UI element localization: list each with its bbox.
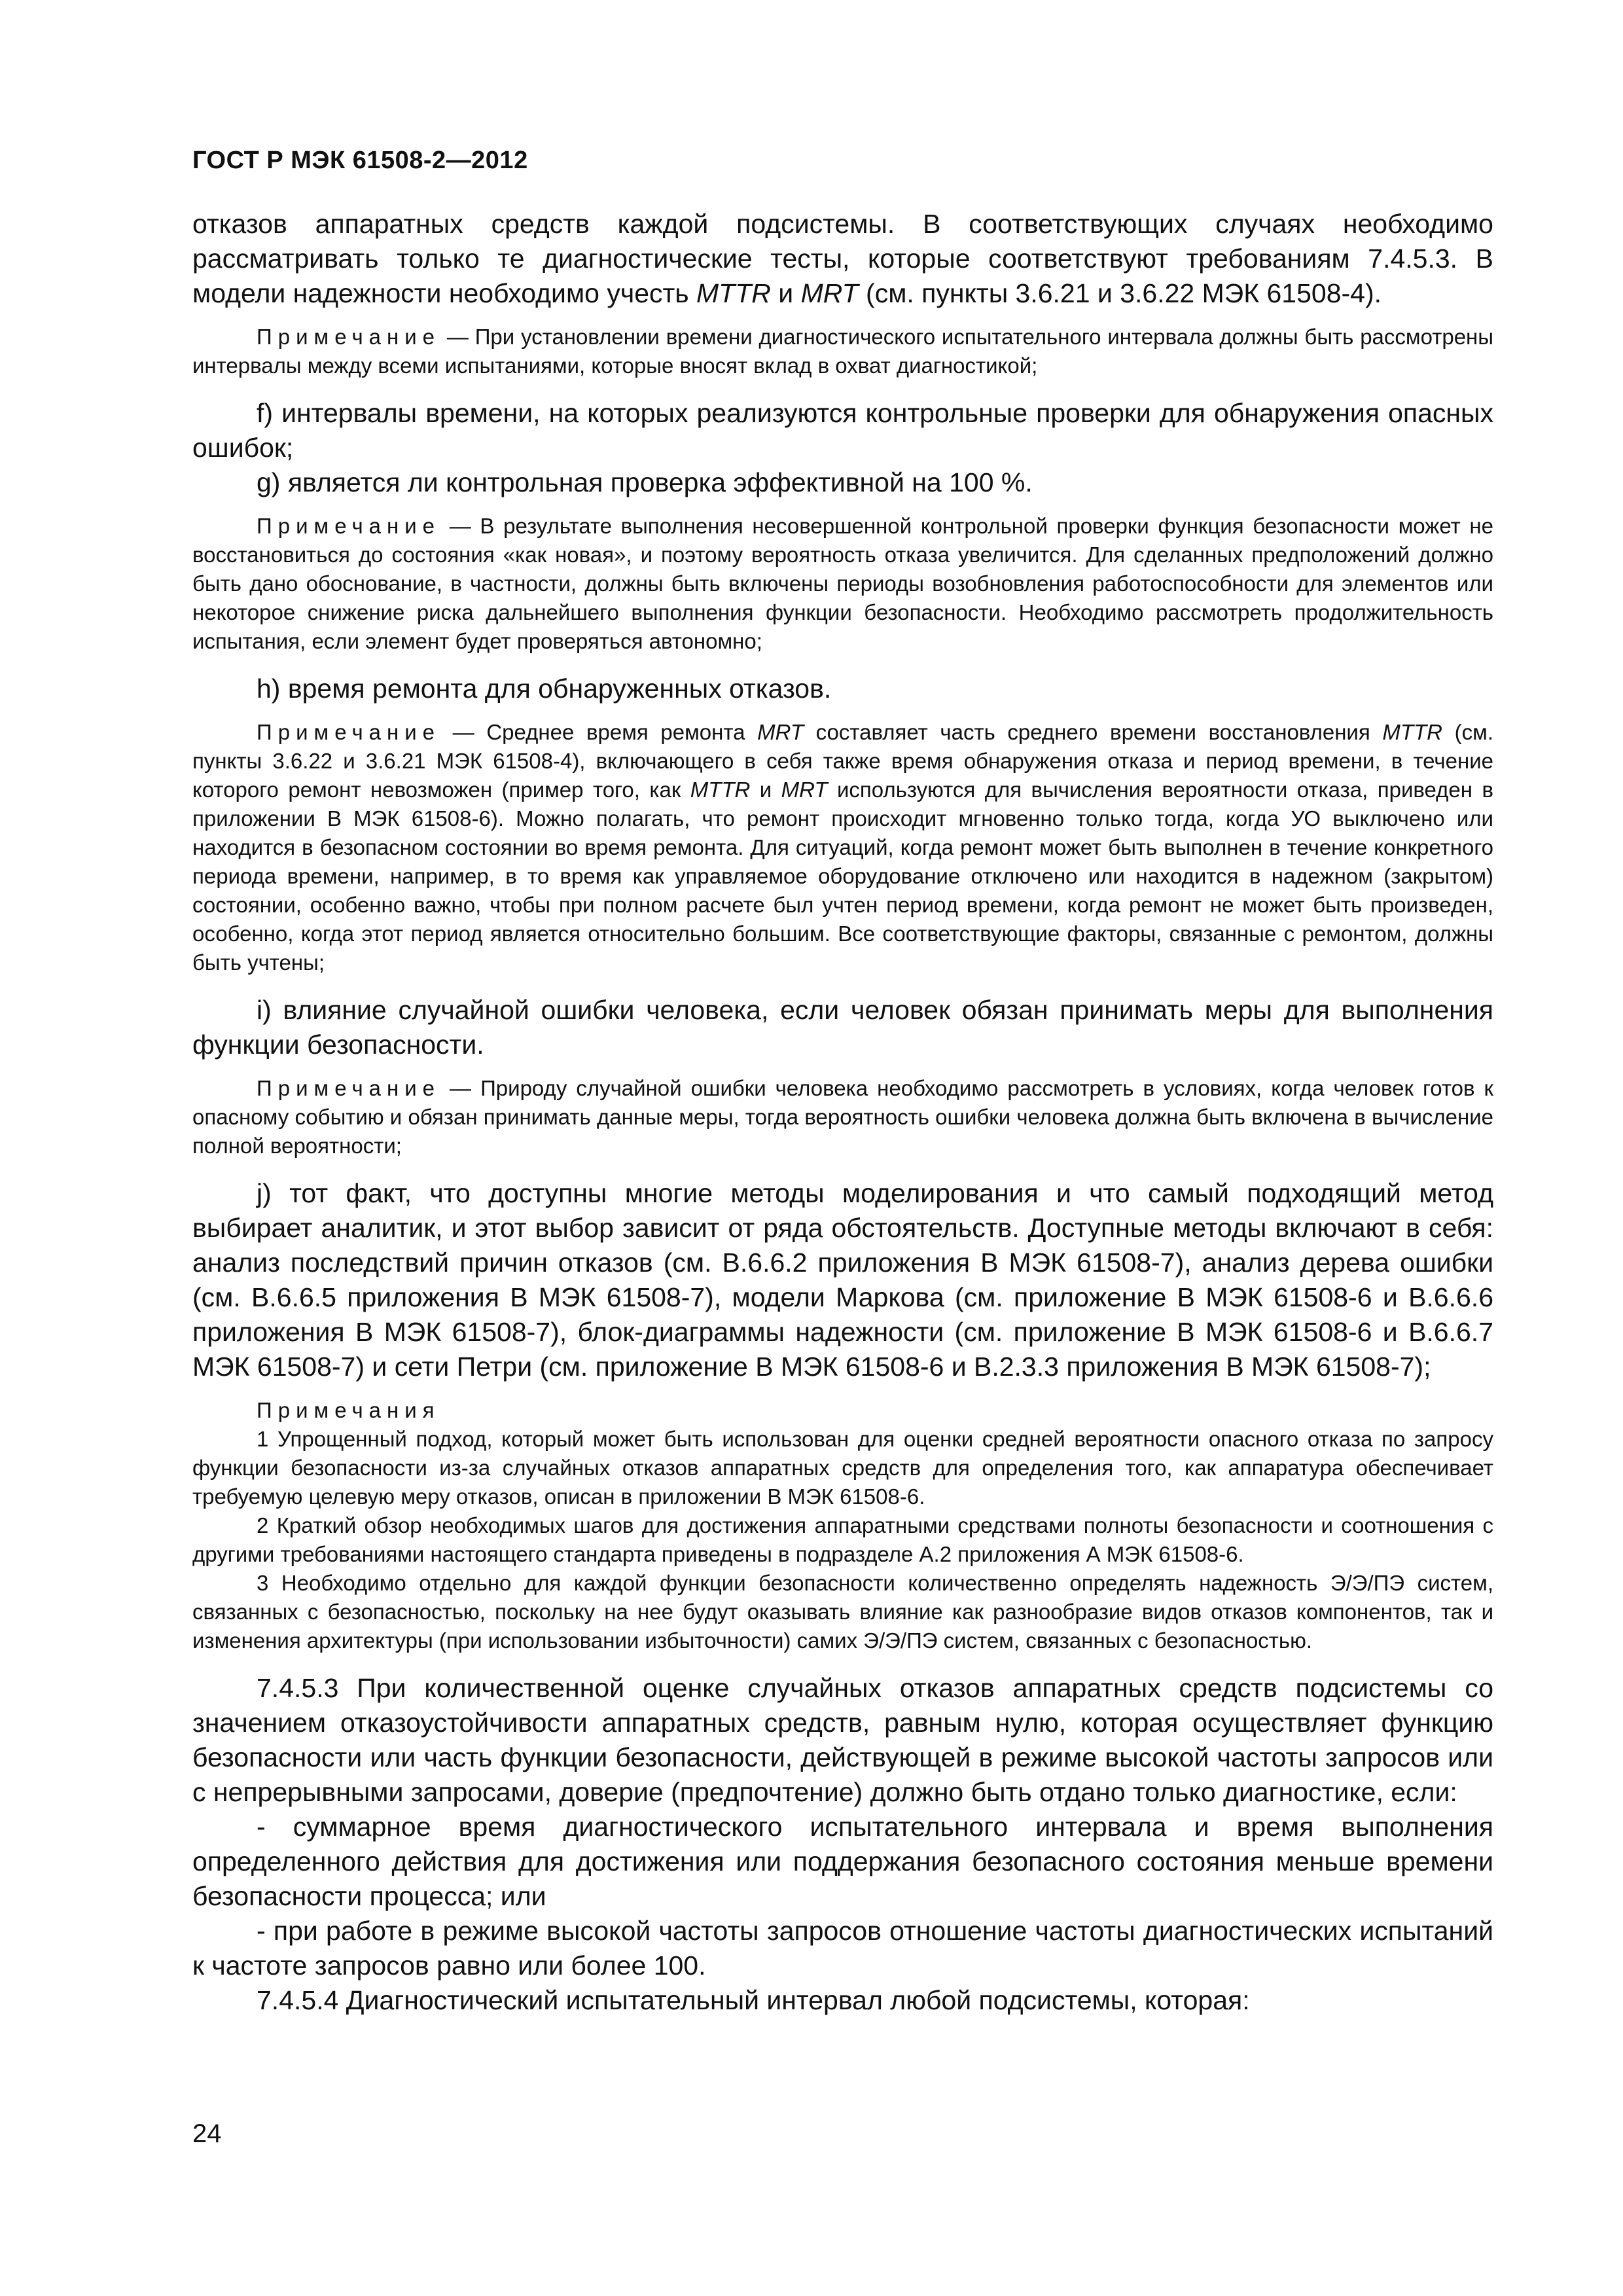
note-3 — [192, 718, 1493, 977]
intro-text: (см. пункты 3.6.21 и 3.6.22 МЭК 61508-4). — [858, 278, 1382, 308]
dash-item-1: - суммарное время диагностического испытательного интервала и время выполнения определенного действия для достижения или поддержания безопасного состояния меньше времени безопасности процесса; или — [192, 1812, 1493, 1911]
note-text: — Природу случайной ошибки человека необходимо рассмотреть в условиях, когда человек готов к опасному событию и обязан принимать данные меры, тогда вероятность ошибки человека должна быть включена в вычисление полной вероятности; — [192, 1076, 1493, 1158]
notes-item-3: 3 Необходимо отдельно для каждой функции безопасности количественно определять надежность Э/Э/ПЭ систем, связанных с безопасностью, поскольку на нее будут оказывать влияние как разнообразие видов отказов компонентов, так и изменения архитектуры (при использовании избыточности) самих Э/Э/ПЭ систем, связанных с безопасностью. — [192, 1571, 1493, 1653]
note-text: составляет часть среднего времени восстановления — [804, 720, 1383, 744]
note-label: Примечание — [257, 1076, 441, 1100]
notes-item-2: 2 Краткий обзор необходимых шагов для достижения аппаратными средствами полноты безопасности и соотношения с другими требованиями настоящего стандарта приведены в подразделе А.2 приложения А МЭК 61508-6. — [192, 1513, 1493, 1566]
clause-7-4-5-3: 7.4.5.3 При количественной оценке случайных отказов аппаратных средств подсистемы со значением отказоустойчивости аппаратных средств, равным нулю, которая осуществляет функцию безопасности или часть функции безопасности, действующей в режиме высокой частоты запросов или с непрерывными запросами, доверие (предпочтение) должно быть отдано только диагностике, если: — [192, 1673, 1493, 1807]
term-mttr: MTTR — [1382, 720, 1443, 744]
clause-7-4-5-4: 7.4.5.4 Диагностический испытательный интервал любой подсистемы, которая: — [257, 1985, 1250, 2015]
term-mrt: MRT — [800, 278, 859, 308]
note-1 — [192, 323, 1493, 380]
list-item-h: h) время ремонта для обнаруженных отказов. — [257, 673, 832, 704]
note-4 — [192, 1074, 1493, 1160]
notes-label: Примечания — [257, 1398, 440, 1422]
note-text: — Среднее время ремонта — [440, 720, 758, 744]
note-text: — В результате выполнения несовершенной контрольной проверки функция безопасности может не восстановиться до состояния «как новая», и поэтому вероятность отказа увеличится. Для сделанных предположений должно быть дано обоснование, в частности, должны быть включены периоды возобновления работоспособности для элементов или некоторое снижение риска дальнейшего выполнения функции безопасности. Необходимо рассмотреть продолжительность испытания, если элемент будет проверяться автономно; — [192, 514, 1493, 653]
note-2 — [192, 512, 1493, 656]
intro-text: отказов аппаратных средств каждой подсистемы. В соответствующих случаях необходимо рассматривать только те диагностические тесты, которые соответствуют требованиям 7.4.5.3. В модели надежности необходимо учесть — [192, 209, 1493, 308]
notes-heading — [192, 1396, 1493, 1425]
term-mttr: MTTR — [696, 278, 771, 308]
list-item-i: i) влияние случайной ошибки человека, если человек обязан принимать меры для выполнения функции безопасности. — [192, 995, 1493, 1060]
document-header: ГОСТ Р МЭК 61508-2—2012 — [192, 147, 528, 174]
list-item-f: f) интервалы времени, на которых реализуются контрольные проверки для обнаружения опасных ошибок; — [192, 398, 1493, 463]
page-number: 24 — [192, 2119, 222, 2148]
note-text: используются для вычисления вероятности отказа, приведен в приложении В МЭК 61508-6). Можно полагать, что ремонт происходит мгновенно только тогда, когда УО выключено или находится в безопасном состоянии во время ремонта. Для ситуаций, когда ремонт может быть выполнен в течение конкретного периода времени, например, в то время как управляемое оборудование отключено или находится в надежном (закрытом) состоянии, особенно важно, чтобы при полном расчете был учтен период времени, когда ремонт не может быть произведен, особенно, когда этот период является относительно большим. Все соответствующие факторы, связанные с ремонтом, должны быть учтены; — [192, 778, 1493, 975]
page-body — [192, 207, 1493, 2018]
notes-item-1: 1 Упрощенный подход, который может быть использован для оценки средней вероятности опасного отказа по запросу функции безопасности из-за случайных отказов аппаратных средств для определения того, как аппаратура обеспечивает требуемую целевую меру отказов, описан в приложении В МЭК 61508-6. — [192, 1427, 1493, 1509]
note-text: и — [750, 778, 781, 802]
note-label: Примечание — [257, 720, 441, 744]
intro-text: и — [770, 278, 801, 308]
note-text: (см. пункты 3.6.22 и 3.6.21 МЭК 61508-4), включающего в себя также время обнаружения отказа и период времени, в течение которого ремонт невозможен (пример того, как — [192, 720, 1494, 802]
term-mrt: MRT — [781, 778, 828, 802]
note-label: Примечание — [257, 514, 441, 538]
note-label: Примечание — [257, 325, 441, 349]
intro-paragraph — [192, 207, 1493, 311]
list-item-j: j) тот факт, что доступны многие методы моделирования и что самый подходящий метод выбирает аналитик, и этот выбор зависит от ряда обстоятельств. Доступные методы включают в себя: анализ последствий причин отказов (см. В.6.6.2 приложения В МЭК 61508-7), анализ дерева ошибки (см. В.6.6.5 приложения В МЭК 61508-7), модели Маркова (см. приложение В МЭК 61508-6 и В.6.6.6 приложения В МЭК 61508-7), блок-диаграммы надежности (см. приложение В МЭК 61508-6 и В.6.6.7 МЭК 61508-7) и сети Петри (см. приложение В МЭК 61508-6 и В.2.3.3 приложения В МЭК 61508-7); — [192, 1178, 1493, 1382]
dash-item-2: - при работе в режиме высокой частоты запросов отношение частоты диагностических испытаний к частоте запросов равно или более 100. — [192, 1916, 1493, 1981]
term-mttr: MTTR — [690, 778, 751, 802]
term-mrt: MRT — [757, 720, 804, 744]
list-item-g: g) является ли контрольная проверка эффективной на 100 %. — [257, 467, 1033, 497]
note-text: — При установлении времени диагностического испытательного интервала должны быть рассмотрены интервалы между всеми испытаниями, которые вносят вклад в охват диагностикой; — [192, 325, 1493, 378]
